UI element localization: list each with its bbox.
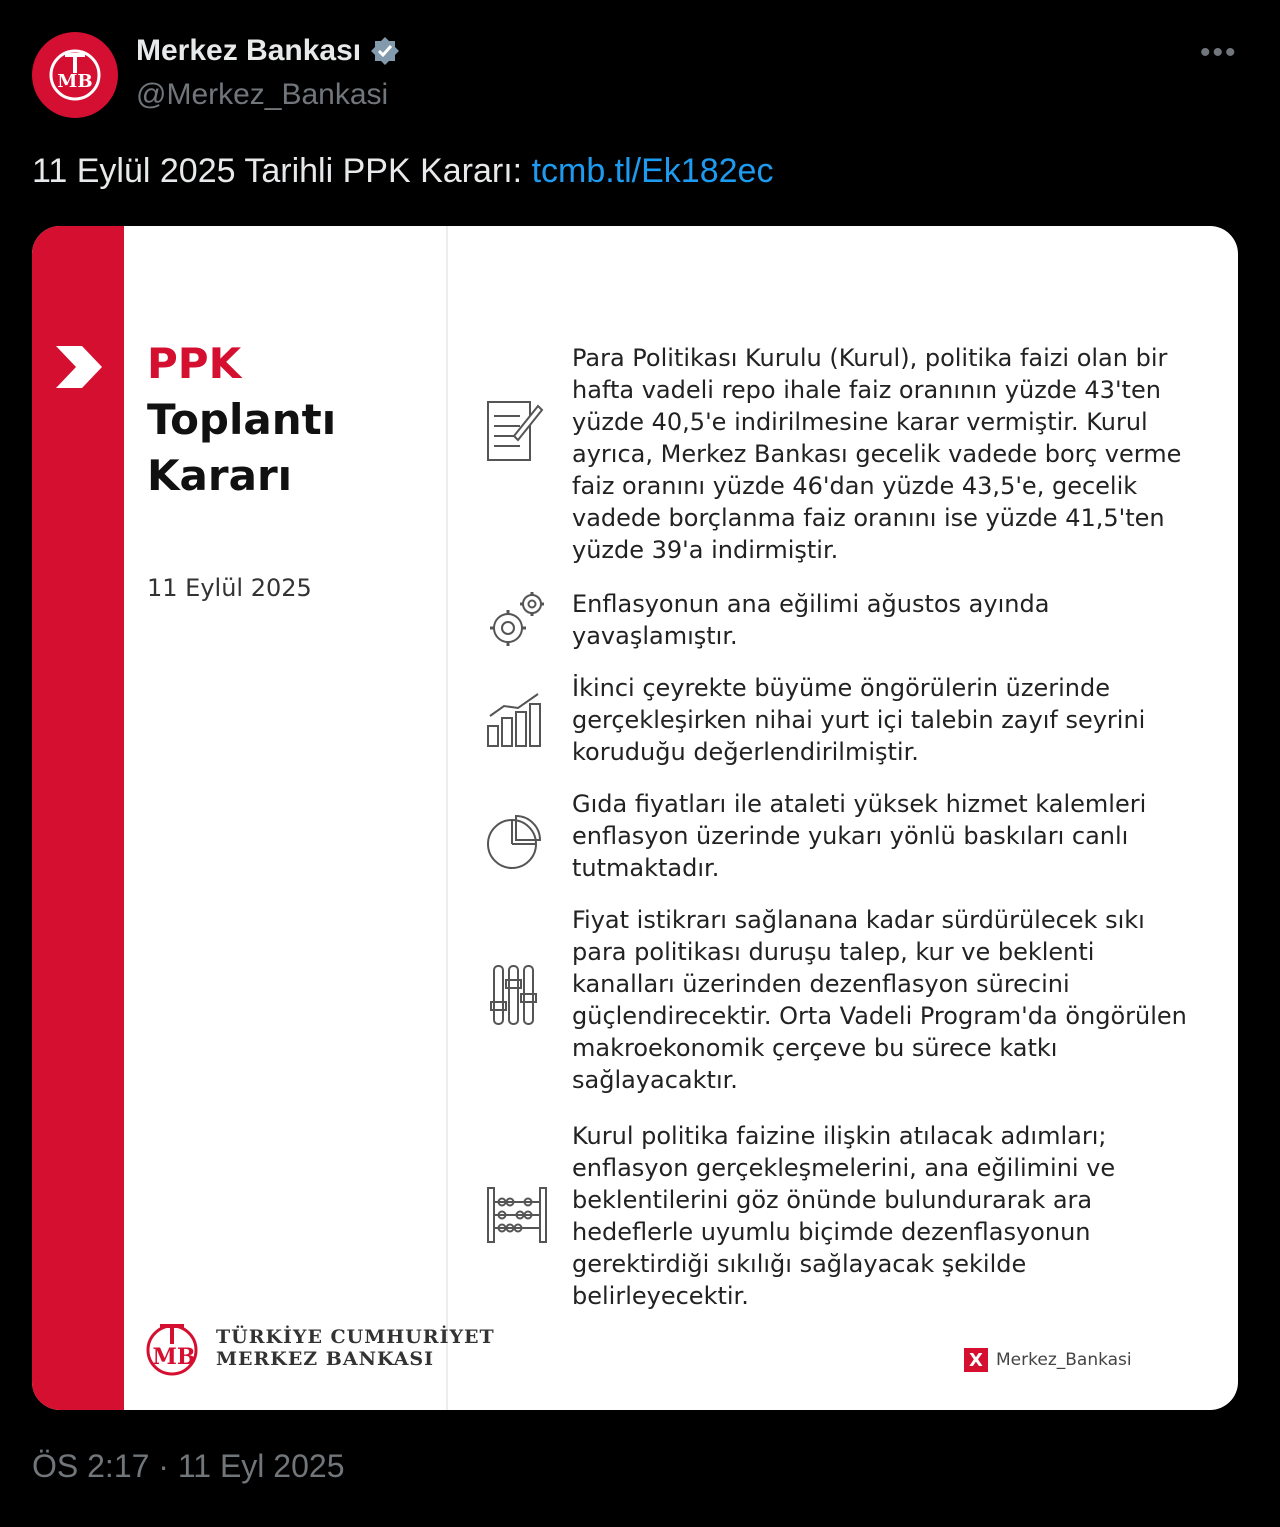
decision-item-3: İkinci çeyrekte büyüme öngörülerin üzerinde gerçekleşirken nihai yurt içi talebin zayıf seyrini koruduğu değerlendirilmiştir. (572, 674, 1146, 766)
author-name-text: Merkez Bankası (136, 34, 362, 67)
tcmb-emblem-icon (142, 1318, 206, 1378)
tweet-timestamp[interactable]: ÖS 2:17 · 11 Eyl 2025 (32, 1448, 345, 1484)
x-logo-icon: X (964, 1348, 988, 1372)
x-handle-tag (964, 1348, 1132, 1372)
chevron-right-icon (52, 344, 104, 390)
tcmb-logo-icon (45, 45, 105, 105)
decision-item-5: Fiyat istikrarı sağlanana kadar sürdürülecek sıkı para politikası duruşu talep, kur ve beklenti kanalları üzerinden dezenflasyon sürecini güçlendirecektir. Orta Vadeli Program'da öngörülen makroekonomik çerçeve bu sürece katkı sağlayacaktır. (572, 906, 1187, 1094)
author-name[interactable] (136, 34, 401, 68)
svg-text:MB: MB (152, 1344, 196, 1370)
decision-item-2: Enflasyonun ana eğilimi ağustos ayında yavaşlamıştır. (572, 590, 1050, 650)
sliders-icon (484, 962, 544, 1028)
abacus-icon (484, 1184, 550, 1246)
avatar[interactable] (32, 32, 118, 118)
tweet-link[interactable]: tcmb.tl/Ek182ec (531, 152, 774, 190)
svg-text:MB: MB (57, 71, 93, 92)
more-options-icon[interactable]: ••• (1200, 36, 1238, 69)
logo-line2: MERKEZ BANKASI (216, 1348, 435, 1370)
x-handle-text: Merkez_Bankasi (996, 1350, 1132, 1370)
author-handle[interactable]: @Merkez_Bankasi (136, 78, 389, 111)
logo-line1: TÜRKİYE CUMHURİYET (216, 1326, 495, 1348)
tcmb-logo (142, 1318, 495, 1378)
card-title (147, 336, 336, 504)
tweet-body: 11 Eylül 2025 Tarihli PPK Kararı: (32, 152, 532, 190)
card-title-line2: Toplantı (147, 395, 337, 444)
verified-badge-icon (369, 35, 401, 67)
divider (446, 226, 448, 1410)
tweet-text (32, 152, 773, 191)
card-date: 11 Eylül 2025 (147, 574, 312, 602)
decision-item-4: Gıda fiyatları ile ataleti yüksek hizmet kalemleri enflasyon üzerinde yukarı yönlü baskıları canlı tutmaktadır. (572, 790, 1147, 882)
tweet-image-card[interactable] (32, 226, 1238, 1410)
pie-chart-icon (484, 812, 544, 872)
document-pen-icon (484, 398, 544, 464)
card-title-ppk: PPK (147, 339, 242, 388)
red-sidebar (32, 226, 124, 1410)
decision-item-6: Kurul politika faizine ilişkin atılacak adımları; enflasyon gerçekleşmelerini, ana eğilimini ve beklentilerini göz önünde bulundurarak ara hedeflerle uyumlu biçimde dezenflasyonun gerektirdiği sıkılığı sağlayacak şekilde belirleyecektir. (572, 1122, 1116, 1310)
card-title-line3: Kararı (147, 451, 293, 500)
decision-item-1: Para Politikası Kurulu (Kurul), politika faizi olan bir hafta vadeli repo ihale faiz oranının yüzde 43'ten yüzde 40,5'e indirilmesine karar vermiştir. Kurul ayrıca, Merkez Bankası gecelik vadede borç verme faiz oranını yüzde 46'dan yüzde 43,5'e, gecelik vadede borçlanma faiz oranını ise yüzde 41,5'ten yüzde 39'a indirmiştir. (572, 344, 1182, 564)
gears-icon (484, 588, 550, 652)
bar-chart-icon (484, 690, 546, 750)
